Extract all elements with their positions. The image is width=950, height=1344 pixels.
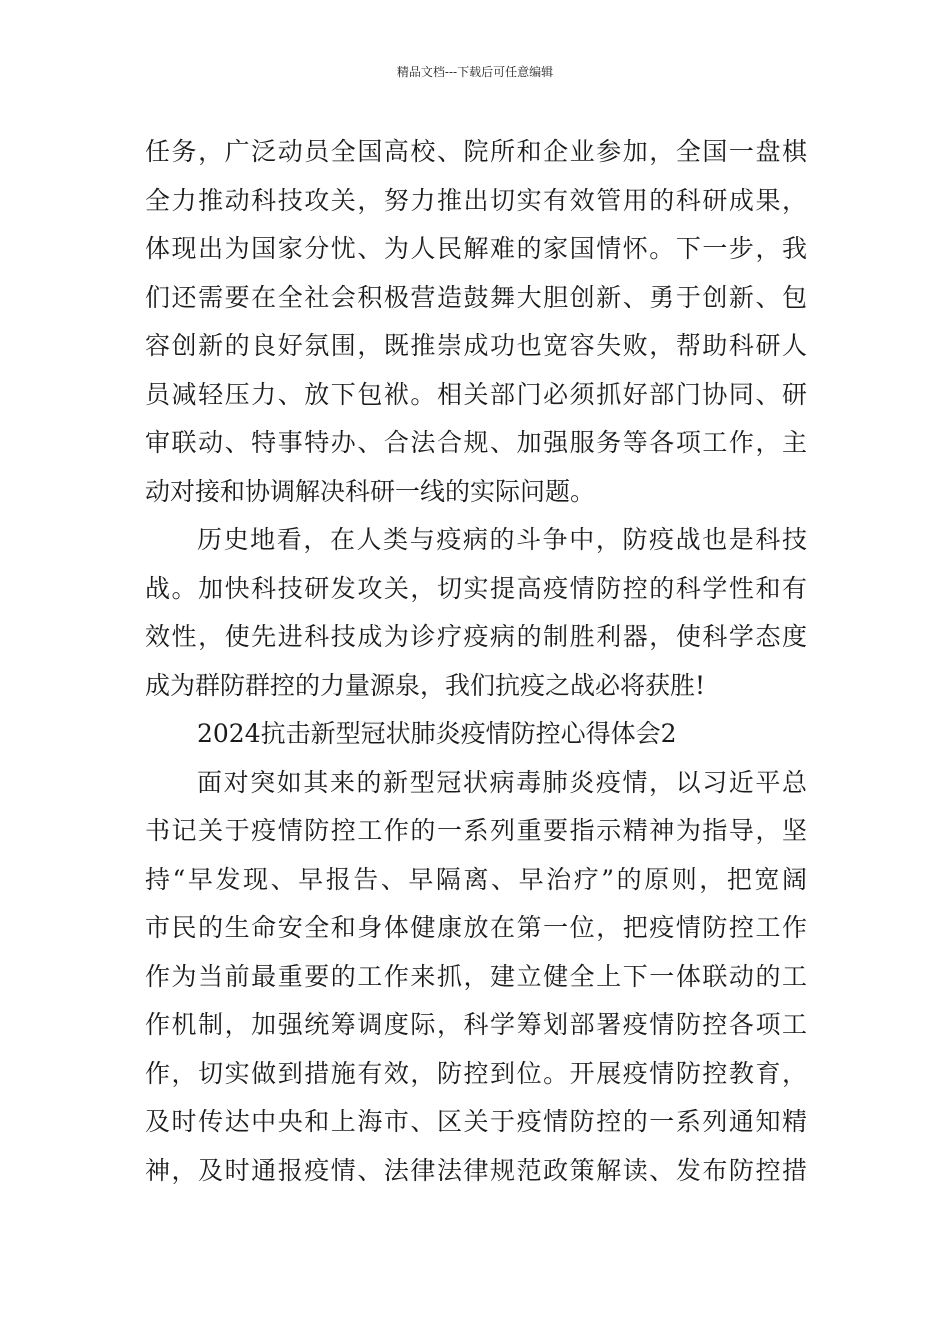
paragraph-line: 神，及时通报疫情、法律法律规范政策解读、发布防控措 <box>145 1155 807 1185</box>
paragraph-line: 动对接和协调解决科研一线的实际问题。 <box>145 476 596 506</box>
paragraph-line: 体现出为国家分忧、为人民解难的家国情怀。下一步，我 <box>145 234 807 263</box>
paragraph-line: 市民的生命安全和身体健康放在第一位，把疫情防控工作 <box>145 913 807 942</box>
page-header: 精品文档---下载后可任意编辑 <box>396 65 554 79</box>
paragraph-line: 书记关于疫情防控工作的一系列重要指示精神为指导，坚 <box>145 816 807 845</box>
paragraph-line: 作为当前最重要的工作来抓，建立健全上下一体联动的工 <box>145 961 807 991</box>
paragraph-line: 作，切实做到措施有效，防控到位。开展疫情防控教育， <box>145 1058 807 1088</box>
paragraph-line: 任务，广泛动员全国高校、院所和企业参加，全国一盘棋 <box>145 137 807 166</box>
paragraph-line: 历史地看，在人类与疫病的斗争中，防疫战也是科技 <box>197 525 807 554</box>
paragraph-line: 们还需要在全社会积极营造鼓舞大胆创新、勇于创新、包 <box>145 282 807 312</box>
paragraph-line: 持“早发现、早报告、早隔离、早治疗”的原则，把宽阔 <box>145 864 807 894</box>
section-heading: 2024抗击新型冠状肺炎疫情防控心得体会2 <box>197 719 677 748</box>
paragraph-line: 面对突如其来的新型冠状病毒肺炎疫情，以习近平总 <box>197 767 807 797</box>
paragraph-line: 审联动、特事特办、合法合规、加强服务等各项工作，主 <box>145 428 807 457</box>
paragraph-line: 容创新的良好氛围，既推崇成功也宽容失败，帮助科研人 <box>145 331 807 360</box>
paragraph-line: 全力推动科技攻关，努力推出切实有效管用的科研成果， <box>145 185 807 215</box>
paragraph-line: 员减轻压力、放下包袱。相关部门必须抓好部门协同、研 <box>145 379 807 409</box>
document-body <box>145 128 807 1195</box>
paragraph-line: 及时传达中央和上海市、区关于疫情防控的一系列通知精 <box>145 1107 807 1136</box>
paragraph-line: 效性，使先进科技成为诊疗疫病的制胜利器，使科学态度 <box>145 622 807 651</box>
paragraph-line: 战。加快科技研发攻关，切实提高疫情防控的科学性和有 <box>145 573 807 603</box>
paragraph-line: 作机制，加强统筹调度际，科学筹划部署疫情防控各项工 <box>145 1010 807 1039</box>
paragraph-line: 成为群防群控的力量源泉，我们抗疫之战必将获胜! <box>145 670 706 700</box>
